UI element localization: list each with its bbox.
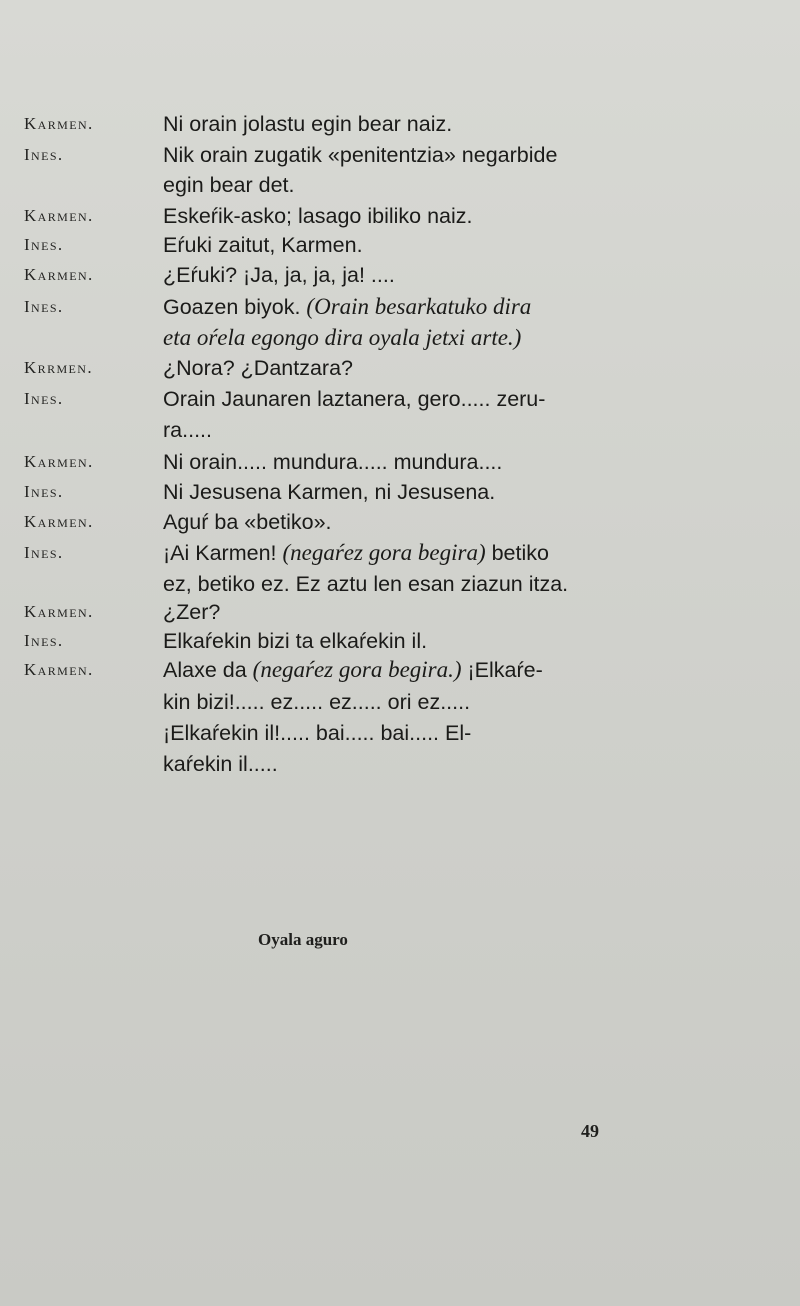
dialogue-text: Eskeŕik-asko; lasago ibiliko naiz. (163, 204, 473, 228)
speaker-name: Krrmen. (24, 358, 94, 377)
dialogue-line (0, 109, 800, 139)
speaker-name: Ines. (24, 631, 64, 650)
dialogue-line (0, 292, 800, 322)
speaker-name: Karmen. (24, 265, 94, 284)
dialogue-text-plain: Goazen biyok. (163, 295, 307, 319)
speaker-name: Karmen. (24, 114, 94, 133)
speaker-name: Ines. (24, 543, 64, 562)
stage-direction: eta oŕela egongo dira oyala jetxi arte.) (163, 325, 522, 350)
dialogue-text (163, 655, 543, 685)
dialogue-text-plain: ¡Ai Karmen! (163, 541, 283, 565)
dialogue-line (0, 538, 800, 568)
page-number: 49 (581, 1121, 599, 1141)
dialogue-text: Nik orain zugatik «penitentzia» negarbide (163, 143, 558, 167)
speaker-name: Ines. (24, 145, 64, 164)
dialogue-text: Ni orain..... mundura..... mundura.... (163, 450, 503, 474)
dialogue-text: ¿Nora? ¿Dantzara? (163, 356, 353, 380)
dialogue-text: ¿Eŕuki? ¡Ja, ja, ja, ja! .... (163, 263, 395, 287)
dialogue-line (0, 507, 800, 537)
dialogue-line (0, 597, 800, 627)
dialogue-line (0, 201, 800, 231)
dialogue-text-plain: Alaxe da (163, 658, 253, 682)
dialogue-text: ¿Zer? (163, 600, 221, 624)
stage-direction: (negaŕez gora begira.) (252, 657, 462, 682)
dialogue-text: Aguŕ ba «betiko». (163, 510, 332, 534)
dialogue-line (0, 170, 800, 200)
speaker-name: Ines. (24, 482, 64, 501)
dialogue-text: Ni orain jolastu egin bear naiz. (163, 112, 453, 136)
dialogue-line (0, 323, 800, 353)
dialogue-line (0, 477, 800, 507)
dialogue-text: ¡Elkaŕekin il!..... bai..... bai..... El- (163, 721, 472, 745)
dialogue-line (0, 384, 800, 414)
dialogue-text-plain: betiko (485, 541, 549, 565)
curtain-direction: Oyala aguro (258, 930, 348, 949)
speaker-name: Ines. (24, 389, 64, 408)
dialogue-line (0, 626, 800, 656)
dialogue-text: ez, betiko ez. Ez aztu len esan ziazun itza. (163, 572, 569, 596)
stage-direction: (negaŕez gora begira) (282, 540, 486, 565)
dialogue-line (0, 415, 800, 445)
dialogue-text: Eŕuki zaitut, Karmen. (163, 233, 363, 257)
dialogue-line (0, 718, 800, 748)
speaker-name: Karmen. (24, 206, 94, 225)
dialogue-line (0, 230, 800, 260)
speaker-name: Karmen. (24, 602, 94, 621)
dialogue-text: ra..... (163, 418, 212, 442)
dialogue-line (0, 260, 800, 290)
dialogue-text (163, 292, 531, 322)
dialogue-line (0, 687, 800, 717)
dialogue-text: Ni Jesusena Karmen, ni Jesusena. (163, 480, 496, 504)
speaker-name: Karmen. (24, 660, 94, 679)
dialogue-line (0, 447, 800, 477)
speaker-name: Karmen. (24, 452, 94, 471)
speaker-name: Ines. (24, 235, 64, 254)
dialogue-line (0, 353, 800, 383)
dialogue-text: Elkaŕekin bizi ta elkaŕekin il. (163, 629, 428, 653)
speaker-name: Karmen. (24, 512, 94, 531)
dialogue-text (163, 323, 521, 353)
dialogue-text: kin bizi!..... ez..... ez..... ori ez..... (163, 690, 471, 714)
dialogue-text-plain: ¡Elkaŕe- (461, 658, 543, 682)
dialogue-line (0, 569, 800, 599)
speaker-name: Ines. (24, 297, 64, 316)
dialogue-text: egin bear det. (163, 173, 295, 197)
dialogue-line (0, 655, 800, 685)
dialogue-text: kaŕekin il..... (163, 752, 278, 776)
dialogue-text (163, 538, 549, 568)
dialogue-text: Orain Jaunaren laztanera, gero..... zeru- (163, 387, 546, 411)
stage-direction: (Orain besarkatuko dira (306, 294, 532, 319)
dialogue-line (0, 749, 800, 779)
dialogue-line (0, 140, 800, 170)
